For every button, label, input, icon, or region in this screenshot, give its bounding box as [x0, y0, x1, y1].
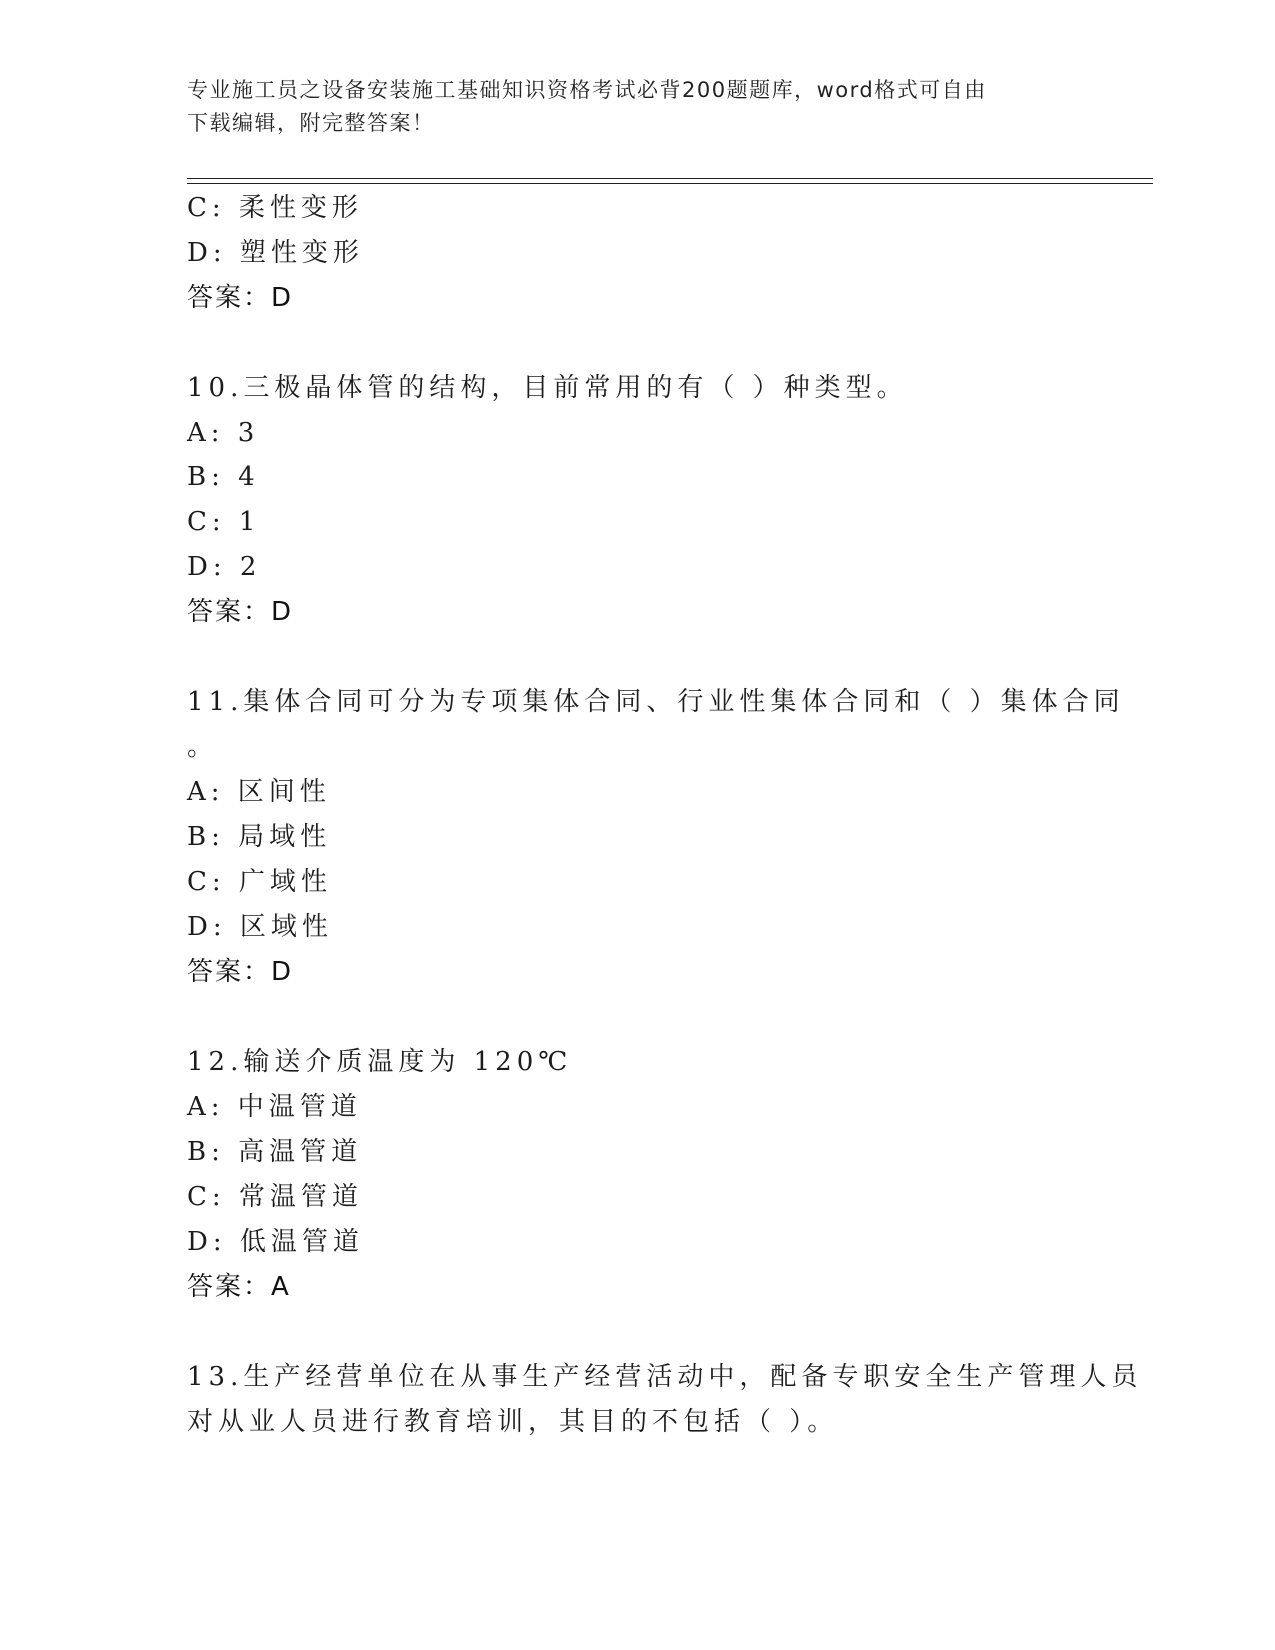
question-13-stem: 13.生产经营单位在从事生产经营活动中，配备专职安全生产管理人员	[187, 1362, 1143, 1392]
question-13-stem-cont: 对从业人员进行教育培训，其目的不包括（ ）。	[187, 1407, 839, 1437]
question-10-answer: 答案：D	[187, 597, 294, 627]
question-12-answer: 答案：A	[187, 1272, 291, 1302]
header-title-line-2: 下载编辑，附完整答案！	[187, 111, 435, 135]
question-11-option-c: C: 广域性	[187, 867, 332, 897]
question-11-option-d: D: 区域性	[187, 912, 333, 942]
question-10-option-c: C: 1	[187, 507, 261, 537]
header-divider-top	[187, 178, 1153, 179]
question-12-stem: 12.输送介质温度为 120℃	[187, 1047, 573, 1077]
question-10-option-d: D: 2	[187, 552, 262, 582]
question-11-option-b: B: 局域性	[187, 822, 332, 852]
question-12-option-b: B: 高温管道	[187, 1137, 363, 1167]
prev-option-d: D: 塑性变形	[187, 238, 364, 268]
question-11-stem-cont: 。	[187, 732, 219, 762]
prev-answer: 答案：D	[187, 283, 294, 313]
document-header	[187, 74, 1087, 140]
question-12-option-a: A: 中温管道	[187, 1092, 362, 1122]
question-12-option-c: C: 常温管道	[187, 1182, 363, 1212]
question-10-stem: 10.三极晶体管的结构，目前常用的有（ ）种类型。	[187, 373, 908, 403]
prev-option-c: C: 柔性变形	[187, 193, 363, 223]
question-12-option-d: D: 低温管道	[187, 1227, 364, 1257]
question-11-answer: 答案：D	[187, 957, 294, 987]
question-10-option-b: B: 4	[187, 462, 260, 492]
header-divider-bottom	[187, 183, 1153, 184]
question-11-option-a: A: 区间性	[187, 777, 331, 807]
question-11-stem: 11.集体合同可分为专项集体合同、行业性集体合同和（ ）集体合同	[187, 687, 1125, 717]
header-title-line-1: 专业施工员之设备安装施工基础知识资格考试必背200题题库，word格式可自由	[187, 78, 987, 102]
question-10-option-a: A: 3	[187, 418, 260, 448]
